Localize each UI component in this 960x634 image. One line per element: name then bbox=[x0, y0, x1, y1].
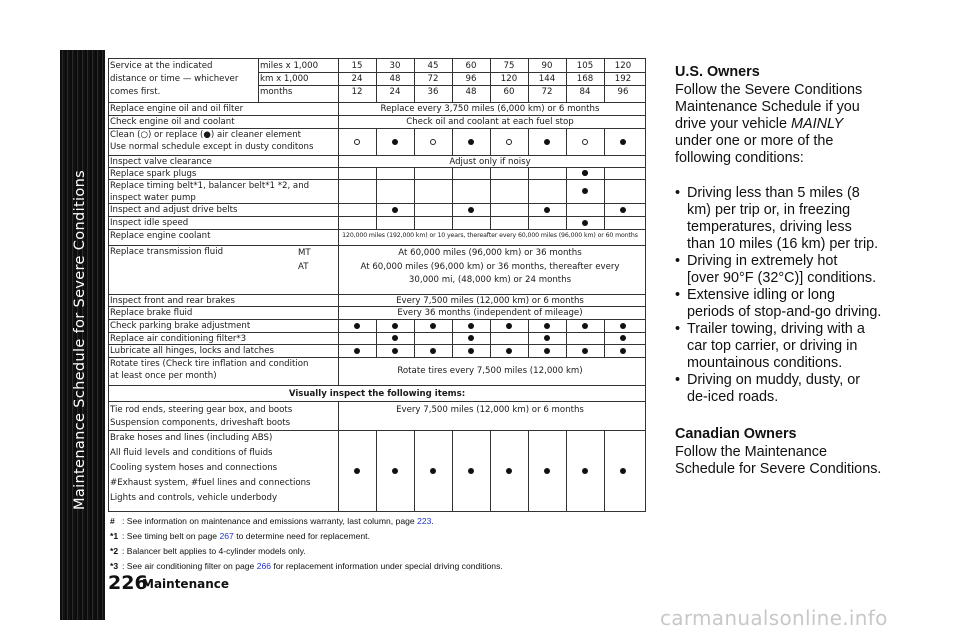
condition-line: than 10 miles (16 km) per trip. bbox=[687, 236, 879, 252]
page-number: 226 bbox=[108, 572, 148, 594]
interval-text: Adjust only if noisy bbox=[449, 157, 531, 167]
row-label: Cooling system hoses and connections bbox=[110, 463, 278, 473]
column-divider bbox=[604, 58, 605, 102]
us-intro-line bbox=[675, 116, 935, 133]
column-divider bbox=[566, 167, 567, 229]
column-divider bbox=[604, 128, 605, 155]
row-label: Replace engine oil and oil filter bbox=[110, 104, 244, 114]
interval-number: 36 bbox=[427, 87, 439, 97]
condition-line: Trailer towing, driving with a bbox=[687, 321, 865, 337]
interval-number: 15 bbox=[351, 61, 363, 71]
column-divider bbox=[452, 58, 453, 102]
interval-number: 24 bbox=[351, 74, 363, 84]
page-link[interactable]: 267 bbox=[219, 531, 234, 541]
condition-item bbox=[675, 253, 935, 287]
row-label: Use normal schedule except in dusty conditons bbox=[110, 142, 314, 152]
column-divider bbox=[566, 58, 567, 102]
condition-item bbox=[675, 372, 935, 406]
clean-mark bbox=[582, 139, 588, 145]
us-owners-heading: U.S. Owners bbox=[675, 64, 760, 80]
row-label: Check parking brake adjustment bbox=[110, 321, 251, 331]
interval-number: 60 bbox=[465, 61, 477, 71]
maintenance-table bbox=[108, 58, 646, 512]
column-divider bbox=[490, 319, 491, 357]
replace-mark bbox=[392, 335, 398, 341]
interval-text: Every 36 months (independent of mileage) bbox=[397, 308, 583, 318]
row-label: miles x 1,000 bbox=[260, 61, 319, 71]
column-divider bbox=[604, 430, 605, 512]
visual-inspect-heading: Visually inspect the following items: bbox=[288, 389, 466, 399]
column-divider bbox=[490, 58, 491, 102]
interval-number: 24 bbox=[389, 87, 401, 97]
replace-mark bbox=[582, 323, 588, 329]
footnote-text: for replacement information under special driving conditions. bbox=[271, 561, 503, 571]
footnote-text: to determine need for replacement. bbox=[233, 531, 370, 541]
condition-item bbox=[675, 287, 935, 321]
replace-mark bbox=[582, 188, 588, 194]
clean-mark bbox=[430, 139, 436, 145]
replace-mark bbox=[506, 348, 512, 354]
interval-number: 30 bbox=[389, 61, 401, 71]
condition-item bbox=[675, 185, 935, 253]
footnotes bbox=[110, 516, 503, 576]
footnote-text: : See timing belt on page bbox=[122, 531, 220, 541]
replace-mark bbox=[468, 323, 474, 329]
interval-number: 96 bbox=[465, 74, 477, 84]
footnote-text: . bbox=[431, 516, 434, 526]
footnote-text: : See information on maintenance and emissions warranty, last column, page bbox=[122, 516, 418, 526]
row-label: Replace spark plugs bbox=[110, 169, 197, 179]
row-label: km x 1,000 bbox=[260, 74, 309, 84]
interval-text: 30,000 mi, (48,000 km) or 24 months bbox=[408, 275, 572, 285]
row-label: Rotate tires (Check tire inflation and condition bbox=[110, 359, 309, 369]
bullet-icon: • bbox=[675, 372, 681, 388]
footnote bbox=[110, 531, 503, 546]
column-divider bbox=[528, 430, 529, 512]
footnote-mark: *2 bbox=[110, 546, 119, 556]
column-divider bbox=[528, 128, 529, 155]
interval-number: 45 bbox=[427, 61, 439, 71]
interval-number: 192 bbox=[614, 74, 632, 84]
interval-number: 144 bbox=[538, 74, 556, 84]
row-label: Replace brake fluid bbox=[110, 308, 193, 318]
row-label: Suspension components, driveshaft boots bbox=[110, 418, 291, 428]
row-label: months bbox=[260, 87, 293, 97]
replace-mark bbox=[430, 348, 436, 354]
owner-conditions bbox=[675, 64, 935, 478]
column-divider bbox=[528, 319, 529, 357]
interval-text: Every 7,500 miles (12,000 km) or 6 months bbox=[396, 405, 584, 415]
replace-mark bbox=[582, 170, 588, 176]
us-intro-line: Follow the Severe Conditions bbox=[675, 82, 863, 98]
row-label: MT bbox=[298, 248, 311, 258]
condition-line: km) per trip or, in freezing bbox=[687, 202, 851, 218]
interval-number: 96 bbox=[617, 87, 629, 97]
replace-mark bbox=[430, 323, 436, 329]
interval-text: Replace every 3,750 miles (6,000 km) or 6 months bbox=[380, 104, 600, 114]
condition-line: de-iced roads. bbox=[687, 389, 779, 405]
replace-mark bbox=[620, 323, 626, 329]
bullet-icon: • bbox=[675, 321, 681, 337]
row-divider bbox=[108, 385, 646, 386]
column-divider bbox=[528, 167, 529, 229]
column-divider bbox=[452, 128, 453, 155]
replace-mark bbox=[544, 207, 550, 213]
replace-mark bbox=[506, 468, 512, 474]
column-divider bbox=[108, 58, 109, 512]
footnote-text: : See air conditioning filter on page bbox=[122, 561, 257, 571]
replace-mark bbox=[392, 323, 398, 329]
column-divider bbox=[452, 430, 453, 512]
column-divider bbox=[376, 128, 377, 155]
row-label: inspect water pump bbox=[110, 193, 196, 203]
row-divider bbox=[108, 511, 646, 512]
column-divider bbox=[528, 58, 529, 102]
column-divider bbox=[566, 128, 567, 155]
replace-mark bbox=[354, 348, 360, 354]
condition-line: mountainous conditions. bbox=[687, 355, 843, 371]
row-label: Inspect front and rear brakes bbox=[110, 296, 235, 306]
interval-number: 60 bbox=[503, 87, 515, 97]
row-label: Lubricate all hinges, locks and latches bbox=[110, 346, 274, 356]
condition-line: Driving in extremely hot bbox=[687, 253, 838, 269]
canadian-text: Schedule for Severe Conditions. bbox=[675, 461, 882, 477]
replace-mark bbox=[620, 468, 626, 474]
column-divider bbox=[258, 58, 259, 102]
column-divider bbox=[414, 167, 415, 229]
interval-number: 12 bbox=[351, 87, 363, 97]
replace-mark bbox=[392, 468, 398, 474]
replace-mark bbox=[506, 323, 512, 329]
interval-number: 90 bbox=[541, 61, 553, 71]
column-divider bbox=[376, 58, 377, 102]
replace-mark bbox=[544, 348, 550, 354]
condition-line: car top carrier, or driving in bbox=[687, 338, 858, 354]
replace-mark bbox=[468, 335, 474, 341]
replace-mark bbox=[544, 335, 550, 341]
interval-number: 48 bbox=[465, 87, 477, 97]
interval-number: 72 bbox=[427, 74, 439, 84]
interval-text: Every 7,500 miles (12,000 km) or 6 months bbox=[396, 296, 584, 306]
footnote bbox=[110, 546, 503, 561]
row-divider bbox=[108, 401, 646, 402]
interval-number: 72 bbox=[541, 87, 553, 97]
interval-text: Rotate tires every 7,500 miles (12,000 km) bbox=[397, 366, 583, 376]
column-divider bbox=[452, 167, 453, 229]
column-divider bbox=[414, 430, 415, 512]
replace-mark bbox=[354, 468, 360, 474]
interval-number: 120 bbox=[500, 74, 518, 84]
interval-number: 75 bbox=[503, 61, 515, 71]
column-divider bbox=[376, 167, 377, 229]
row-label: Replace engine coolant bbox=[110, 231, 211, 241]
row-label: Clean (○) or replace (●) air cleaner element bbox=[110, 130, 302, 140]
replace-mark bbox=[354, 323, 360, 329]
us-intro-line: following conditions: bbox=[675, 150, 804, 166]
column-divider bbox=[414, 319, 415, 357]
replace-mark bbox=[582, 468, 588, 474]
replace-mark bbox=[620, 139, 626, 145]
replace-mark bbox=[392, 139, 398, 145]
replace-mark bbox=[620, 207, 626, 213]
row-label: Inspect valve clearance bbox=[110, 157, 212, 167]
row-label: Lights and controls, vehicle underbody bbox=[110, 493, 278, 503]
footnote-mark: *3 bbox=[110, 561, 119, 571]
column-divider bbox=[604, 167, 605, 229]
column-divider bbox=[452, 319, 453, 357]
row-label: Brake hoses and lines (including ABS) bbox=[110, 433, 273, 443]
interval-text: 120,000 miles (192,000 km) or 10 years, thereafter every 60,000 miles (96,000 km) or 60 months bbox=[342, 232, 638, 239]
column-divider bbox=[645, 58, 646, 512]
column-divider bbox=[490, 167, 491, 229]
us-intro-line: under one or more of the bbox=[675, 133, 834, 149]
row-divider bbox=[108, 58, 646, 59]
row-label: distance or time — whichever bbox=[110, 74, 239, 84]
interval-number: 105 bbox=[576, 61, 594, 71]
replace-mark bbox=[544, 139, 550, 145]
replace-mark bbox=[544, 323, 550, 329]
row-label: #Exhaust system, #fuel lines and connections bbox=[110, 478, 311, 488]
side-title: Maintenance Schedule for Severe Conditions bbox=[72, 169, 88, 510]
column-divider bbox=[604, 319, 605, 357]
page-link[interactable]: 223 bbox=[417, 516, 432, 526]
replace-mark bbox=[544, 468, 550, 474]
row-label: Replace transmission fluid bbox=[110, 247, 224, 257]
condition-line: periods of stop-and-go driving. bbox=[687, 304, 882, 320]
condition-line: [over 90°F (32°C)] conditions. bbox=[687, 270, 877, 286]
replace-mark bbox=[620, 348, 626, 354]
interval-number: 84 bbox=[579, 87, 591, 97]
bullet-icon: • bbox=[675, 287, 681, 303]
condition-line: Driving less than 5 miles (8 bbox=[687, 185, 860, 201]
column-divider bbox=[414, 128, 415, 155]
footnote-text: : Balancer belt applies to 4-cylinder models only. bbox=[122, 546, 306, 556]
row-label: Inspect idle speed bbox=[110, 218, 189, 228]
row-label: Inspect and adjust drive belts bbox=[110, 205, 238, 215]
footnote-mark: # bbox=[110, 516, 115, 526]
replace-mark bbox=[430, 468, 436, 474]
footnote bbox=[110, 516, 503, 531]
condition-item bbox=[675, 321, 935, 372]
watermark: carmanualsonline.info bbox=[660, 606, 888, 630]
page-link[interactable]: 266 bbox=[256, 561, 272, 571]
mainly-emphasis: MAINLY bbox=[790, 116, 844, 132]
interval-text: At 60,000 miles (96,000 km) or 36 months, thereafter every bbox=[360, 262, 620, 272]
replace-mark bbox=[468, 348, 474, 354]
column-divider bbox=[338, 58, 339, 385]
column-divider bbox=[338, 401, 339, 512]
row-label: at least once per month) bbox=[110, 371, 217, 381]
clean-mark bbox=[354, 139, 360, 145]
page-section: Maintenance bbox=[142, 577, 230, 591]
column-divider bbox=[490, 430, 491, 512]
replace-mark bbox=[582, 220, 588, 226]
row-label: Check engine oil and coolant bbox=[110, 117, 235, 127]
clean-mark bbox=[506, 139, 512, 145]
interval-text: At 60,000 miles (96,000 km) or 36 months bbox=[398, 248, 582, 258]
us-intro-text: drive your vehicle bbox=[675, 116, 791, 132]
us-intro-line: Maintenance Schedule if you bbox=[675, 99, 860, 115]
replace-mark bbox=[392, 348, 398, 354]
row-label: comes first. bbox=[110, 87, 161, 97]
conditions-list bbox=[675, 185, 935, 406]
condition-line: Driving on muddy, dusty, or bbox=[687, 372, 861, 388]
row-label: All fluid levels and conditions of fluids bbox=[110, 448, 273, 458]
condition-line: temperatures, driving less bbox=[687, 219, 852, 235]
footnote bbox=[110, 561, 503, 576]
replace-mark bbox=[392, 207, 398, 213]
column-divider bbox=[566, 319, 567, 357]
interval-number: 48 bbox=[389, 74, 401, 84]
bullet-icon: • bbox=[675, 185, 681, 201]
interval-text: Check oil and coolant at each fuel stop bbox=[406, 117, 574, 127]
interval-number: 168 bbox=[576, 74, 594, 84]
interval-number: 120 bbox=[614, 61, 632, 71]
canadian-text: Follow the Maintenance bbox=[675, 444, 827, 460]
replace-mark bbox=[620, 335, 626, 341]
replace-mark bbox=[468, 468, 474, 474]
row-label: Service at the indicated bbox=[110, 61, 213, 71]
row-label: AT bbox=[298, 262, 309, 272]
replace-mark bbox=[468, 139, 474, 145]
row-label: Replace timing belt*1, balancer belt*1 *2, and bbox=[110, 181, 310, 191]
column-divider bbox=[414, 58, 415, 102]
column-divider bbox=[376, 430, 377, 512]
canadian-owners-heading: Canadian Owners bbox=[675, 426, 797, 442]
condition-line: Extensive idling or long bbox=[687, 287, 835, 303]
bullet-icon: • bbox=[675, 253, 681, 269]
column-divider bbox=[490, 128, 491, 155]
row-label: Replace air conditioning filter*3 bbox=[110, 334, 247, 344]
column-divider bbox=[376, 319, 377, 357]
row-label: Tie rod ends, steering gear box, and boots bbox=[110, 405, 293, 415]
replace-mark bbox=[582, 348, 588, 354]
replace-mark bbox=[468, 207, 474, 213]
column-divider bbox=[566, 430, 567, 512]
footnote-mark: *1 bbox=[110, 531, 119, 541]
